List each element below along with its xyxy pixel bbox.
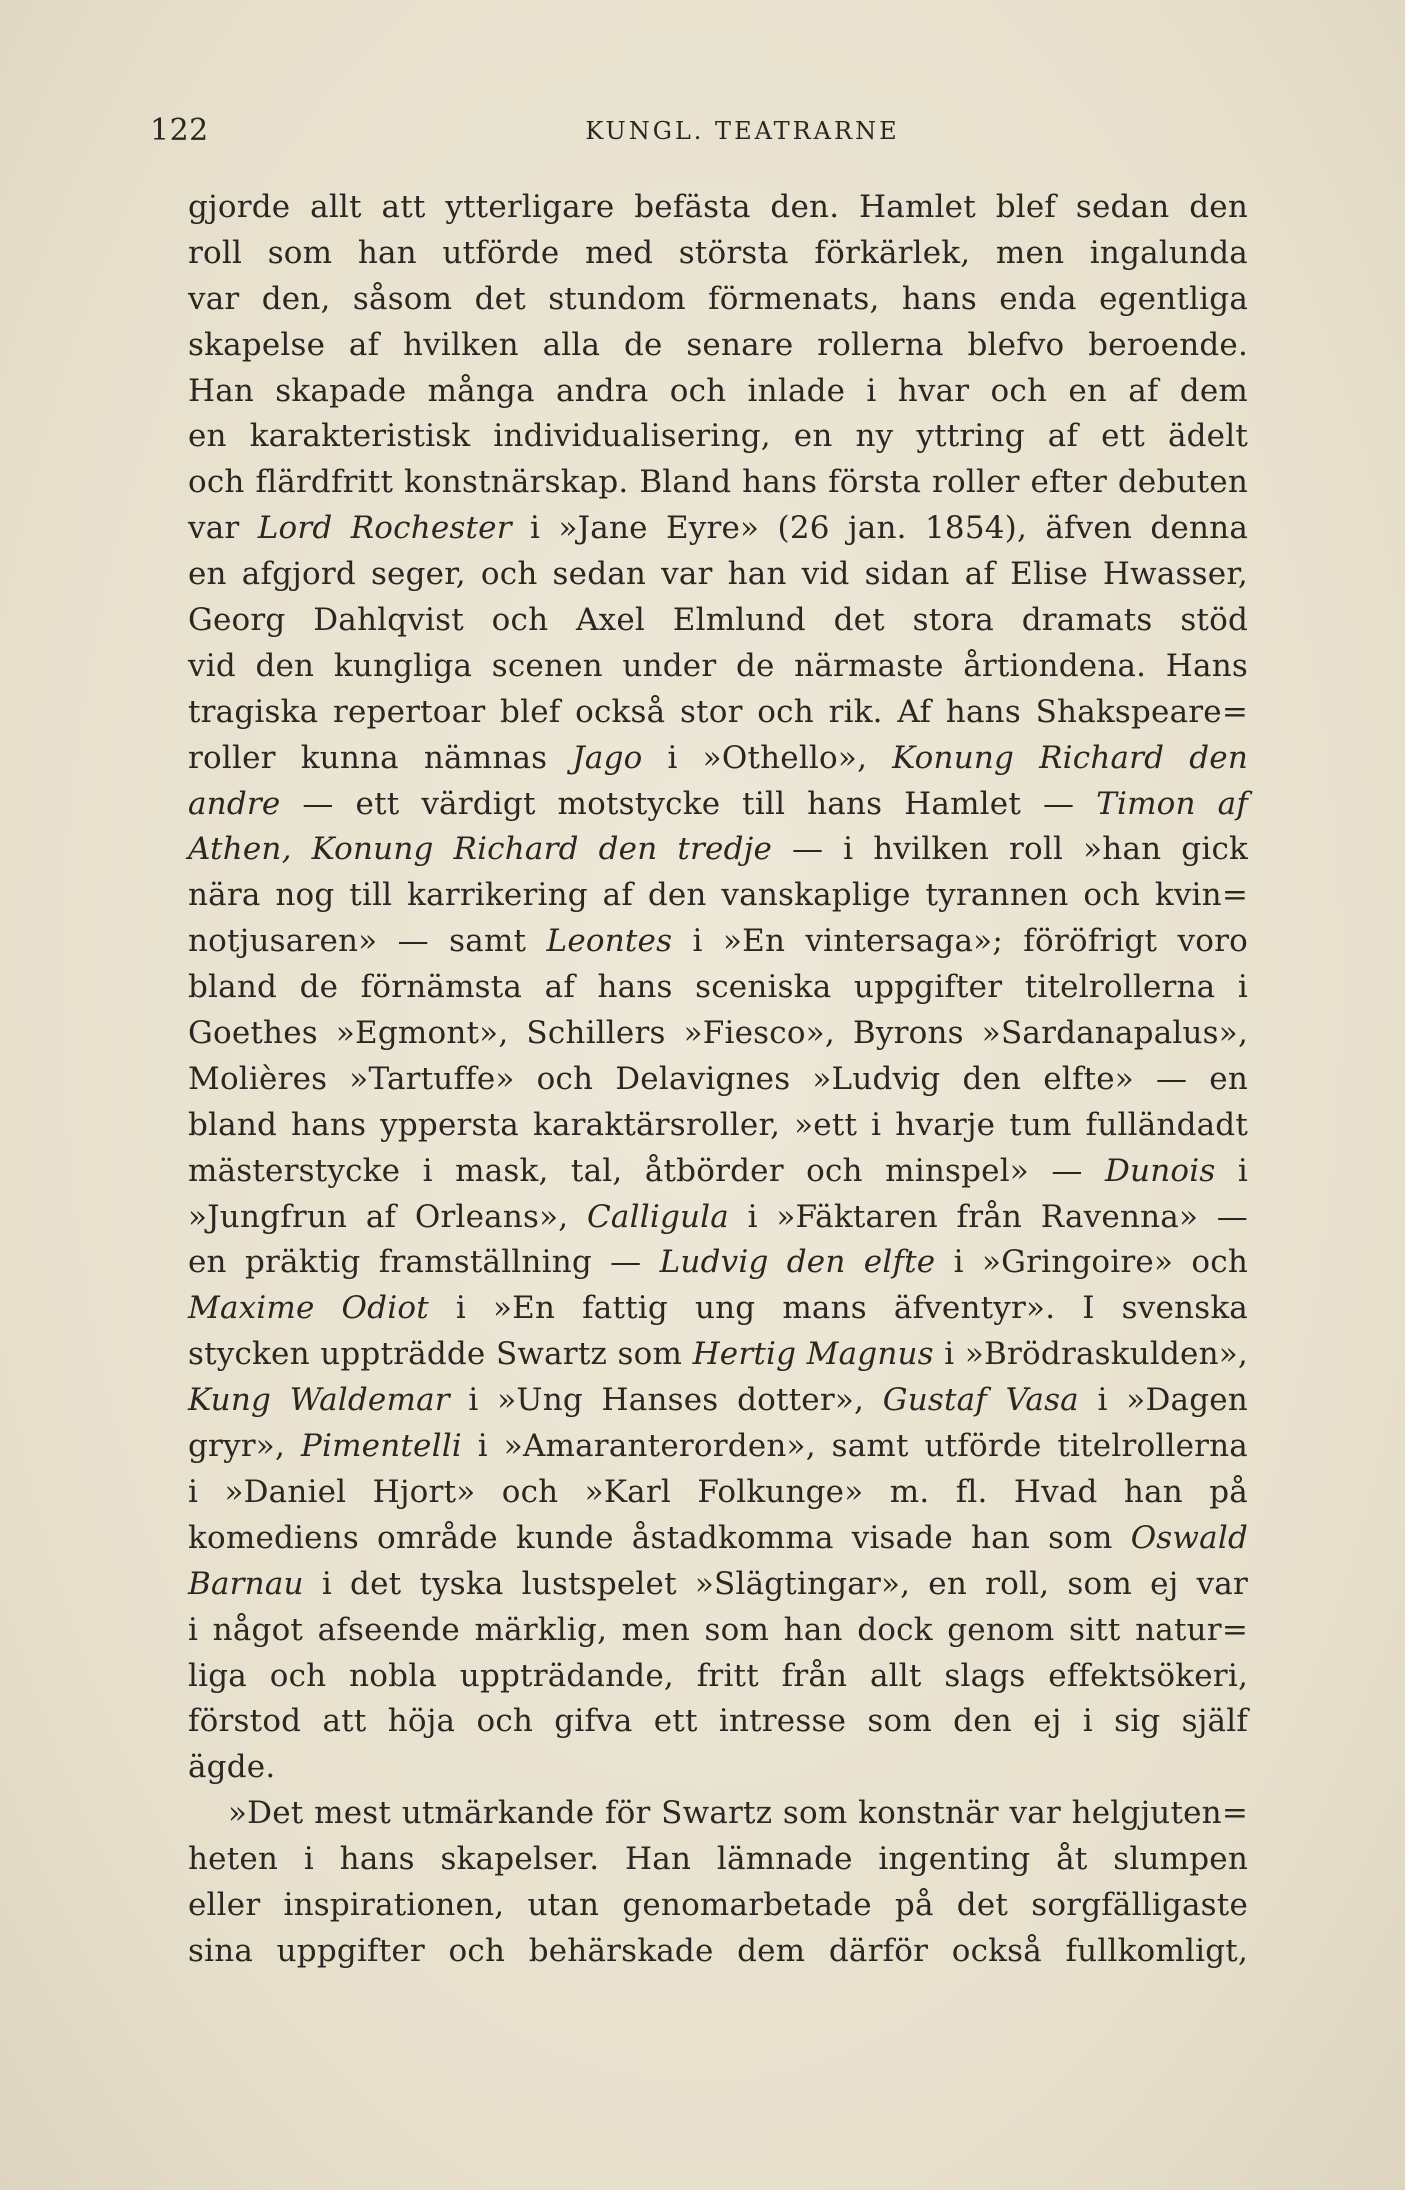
body-text xyxy=(188,185,1248,1975)
role-name: andre xyxy=(188,785,281,822)
text-line: »Det mest utmärkande för Swartz som konstnär var helgjuten= xyxy=(228,1795,1248,1832)
text-line: en karakteristisk individualisering, en ny yttring af ett ädelt xyxy=(188,418,1248,455)
running-head xyxy=(150,113,1255,157)
text-line: Georg Dahlqvist och Axel Elmlund det stora dramats stöd xyxy=(188,602,1248,639)
role-name: Lord Rochester xyxy=(257,510,512,547)
text-line: Athen, Konung Richard den tredje — i hvilken roll »han gick xyxy=(188,831,1248,868)
text-line: skapelse af hvilken alla de senare rollerna blefvo beroende. xyxy=(188,326,1248,363)
text-line: Maxime Odiot i »En fattig ung mans äfventyr». I svenska xyxy=(188,1290,1248,1327)
text-line: en präktig framställning — Ludvig den elfte i »Gringoire» och xyxy=(188,1244,1248,1281)
text-line: Molières »Tartuffe» och Delavignes »Ludvig den elfte» — en xyxy=(188,1060,1248,1097)
text-line: bland de förnämsta af hans sceniska uppgifter titelrollerna i xyxy=(188,969,1248,1006)
role-name: Barnau xyxy=(188,1565,304,1602)
text-line: eller inspirationen, utan genomarbetade på det sorgfälligaste xyxy=(188,1886,1248,1923)
running-title: KUNGL. TEATRARNE xyxy=(585,117,900,145)
text-line: sina uppgifter och behärskade dem därför också fullkomligt, xyxy=(188,1932,1248,1969)
role-name: Calligula xyxy=(587,1198,729,1235)
text-line: tragiska repertoar blef också stor och rik. Af hans Shakspeare= xyxy=(188,693,1248,730)
text-line: vid den kungliga scenen under de närmaste årtiondena. Hans xyxy=(188,647,1248,684)
role-name: Athen, Konung Richard den tredje xyxy=(188,831,772,868)
text-line: nära nog till karrikering af den vanskaplige tyrannen och kvin= xyxy=(188,877,1248,914)
text-line: roller kunna nämnas Jago i »Othello», Konung Richard den xyxy=(188,739,1249,776)
text-line: gjorde allt att ytterligare befästa den. Hamlet blef sedan den xyxy=(188,189,1248,225)
role-name: Kung Waldemar xyxy=(188,1382,450,1419)
text-line: Barnau i det tyska lustspelet »Slägtingar», en roll, som ej var xyxy=(188,1565,1248,1602)
role-name: Jago xyxy=(572,739,643,776)
role-name: Hertig Magnus xyxy=(692,1336,934,1373)
text-line: andre — ett värdigt motstycke till hans Hamlet — Timon af xyxy=(188,785,1248,822)
role-name: Pimentelli xyxy=(300,1428,462,1465)
text-line: stycken uppträdde Swartz som Hertig Magnus i »Brödraskulden», xyxy=(188,1336,1248,1373)
role-name: Ludvig den elfte xyxy=(659,1244,936,1281)
text-line: gryr», Pimentelli i »Amaranterorden», samt utförde titelrollerna xyxy=(188,1428,1248,1465)
role-name: Leontes xyxy=(546,923,673,960)
text-line: bland hans yppersta karaktärsroller, »ett i hvarje tum fulländadt xyxy=(188,1106,1248,1143)
text-line: Goethes »Egmont», Schillers »Fiesco», Byrons »Sardanapalus», xyxy=(188,1015,1248,1052)
text-line: Kung Waldemar i »Ung Hanses dotter», Gustaf Vasa i »Dagen xyxy=(188,1382,1248,1419)
text-line: komediens område kunde åstadkomma visade han som Oswald xyxy=(188,1519,1248,1556)
text-line: mästerstycke i mask, tal, åtbörder och minspel» — Dunois i xyxy=(188,1152,1249,1189)
text-line: »Jungfrun af Orleans», Calligula i »Fäktaren från Ravenna» — xyxy=(188,1198,1248,1235)
role-name: Oswald xyxy=(1130,1519,1248,1556)
text-line: förstod att höja och gifva ett intresse som den ej i sig själf xyxy=(188,1703,1248,1740)
text-line: Han skapade många andra och inlade i hvar och en af dem xyxy=(188,372,1248,409)
role-name: Maxime Odiot xyxy=(188,1290,429,1327)
text-line: var Lord Rochester i »Jane Eyre» (26 jan. 1854), äfven denna xyxy=(188,510,1248,547)
text-line: ägde. xyxy=(188,1749,276,1786)
text-line: i något afseende märklig, men som han dock genom sitt natur= xyxy=(188,1611,1248,1648)
text-line: heten i hans skapelser. Han lämnade ingenting åt slumpen xyxy=(188,1841,1248,1878)
page-number: 122 xyxy=(150,113,209,148)
text-line: notjusaren» — samt Leontes i »En vintersaga»; föröfrigt voro xyxy=(188,923,1248,960)
text-line: i »Daniel Hjort» och »Karl Folkunge» m. fl. Hvad han på xyxy=(188,1473,1248,1510)
text-line: var den, såsom det stundom förmenats, hans enda egentliga xyxy=(188,280,1248,317)
role-name: Gustaf Vasa xyxy=(882,1382,1079,1419)
text-line: liga och nobla uppträdande, fritt från allt slags effektsökeri, xyxy=(188,1657,1248,1694)
role-name: Dunois xyxy=(1105,1152,1216,1189)
text-line: och flärdfritt konstnärskap. Bland hans första roller efter debuten xyxy=(188,464,1248,501)
text-line: roll som han utförde med största förkärlek, men ingalunda xyxy=(188,234,1248,271)
text-line: en afgjord seger, och sedan var han vid sidan af Elise Hwasser, xyxy=(188,556,1248,593)
role-name: Konung Richard den xyxy=(892,739,1249,776)
role-name: Timon af xyxy=(1096,785,1248,822)
